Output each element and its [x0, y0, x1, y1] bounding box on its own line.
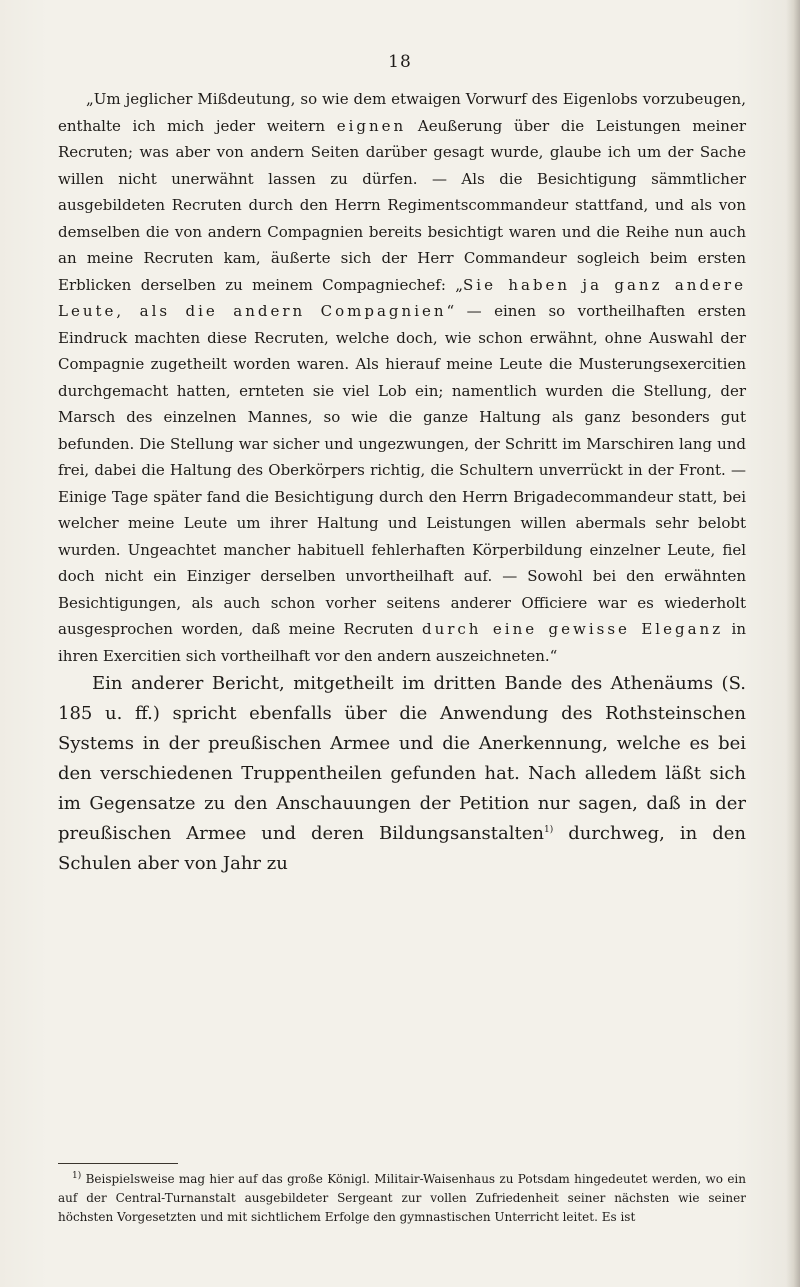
main-paragraph [58, 669, 746, 879]
quote-text-part-4: in ihren Exercitien sich vortheilhaft vor den andern auszeichneten.“ [58, 620, 747, 665]
emphasis-commander-quote: Sie haben ja ganz andere Leute, als die andern Compagnien [58, 275, 746, 320]
main-text-part-1: Ein anderer Bericht, mitgetheilt im dritten Bande des Athenäums (S. 185 u. ff.) spricht ebenfalls über die Anwendung des Rothsteinschen Systems in der preußischen Armee und die Anerkennung, welche es bei den verschiedenen Truppentheilen gefunden hat. Nach alledem läßt sich im Gegensatze zu den Anschauungen der Petition nur sagen, daß in der preußischen Armee und deren Bildungsanstalten [58, 673, 746, 844]
quoted-report [58, 86, 746, 669]
footnote-divider [58, 1163, 178, 1164]
quote-text-part-3: “ — einen so vortheilhaften ersten Eindruck machten diese Recruten, welche doch, wie schon erwähnt, ohne Auswahl der Compagnie zugetheilt worden waren. Als hierauf meine Leute die Musterungsexercitien durchgemacht hatten, ernteten sie viel Lob ein; namentlich wurden die Stellung, der Marsch des einzelnen Mannes, so wie die ganze Haltung als ganz besonders gut befunden. Die Stellung war sicher und ungezwungen, der Schritt im Marschiren lang und frei, dabei die Haltung des Oberkörpers richtig, die Schultern unverrückt in der Front. — Einige Tage später fand die Besichtigung durch den Herrn Brigadecommandeur statt, bei welcher meine Leute um ihrer Haltung und Leistungen willen abermals sehr belobt wurden. Ungeachtet mancher habituell fehlerhaften Körperbildung einzelner Leute, fiel doch nicht ein Einziger derselben unvortheilhaft auf. — Sowohl bei den erwähnten Besichtigungen, als auch schon vorher seitens anderer Officiere war es wiederholt ausgesprochen worden, daß meine Recruten [58, 302, 746, 638]
quote-text-part-2: Aeußerung über die Leistungen meiner Recruten; was aber von andern Seiten darüber gesagt wurde, glaube ich um der Sache willen nicht unerwähnt lassen zu dürfen. — Als die Besichtigung sämmtlicher ausgebildeten Recruten durch den Herrn Regimentscommandeur stattfand, und als von demselben die von andern Compagnien bereits besichtigt waren und die Reihe nun auch an meine Recruten kam, äußerte sich der Herr Commandeur sogleich beim ersten Erblicken derselben zu meinem Compagniechef: „ [58, 116, 746, 294]
main-text [58, 669, 746, 879]
quote-text-part-1: „Um jeglicher Mißdeutung, so wie dem etwaigen Vorwurf des Eigenlobs vorzubeugen, enthalte ich mich jeder weitern [58, 90, 746, 135]
main-text-part-2: durchweg, in den Schulen aber von Jahr zu [58, 823, 747, 874]
quote-paragraph [58, 86, 746, 669]
footnote-text: Beispielsweise mag hier auf das große Königl. Militair-Waisenhaus zu Potsdam hingedeutet werden, wo ein auf der Central-Turnanstalt ausgebildeter Sergeant zur vollen Zufriedenheit seiner nächsten wie seiner höchsten Vorgesetzten und mit sichtlichem Erfolge den gymnastischen Unterricht leitet. Es ist [58, 1172, 746, 1224]
footnote-marker: 1) [72, 1171, 82, 1181]
page-body [58, 86, 746, 879]
page-number: 18 [388, 52, 412, 72]
footnote [58, 1170, 746, 1227]
emphasis-elegance: durch eine gewisse Eleganz [421, 620, 724, 638]
emphasis-eignen: eignen [336, 116, 407, 135]
footnote-reference[interactable]: 1) [543, 825, 554, 835]
page-edge-shadow [786, 0, 800, 1287]
